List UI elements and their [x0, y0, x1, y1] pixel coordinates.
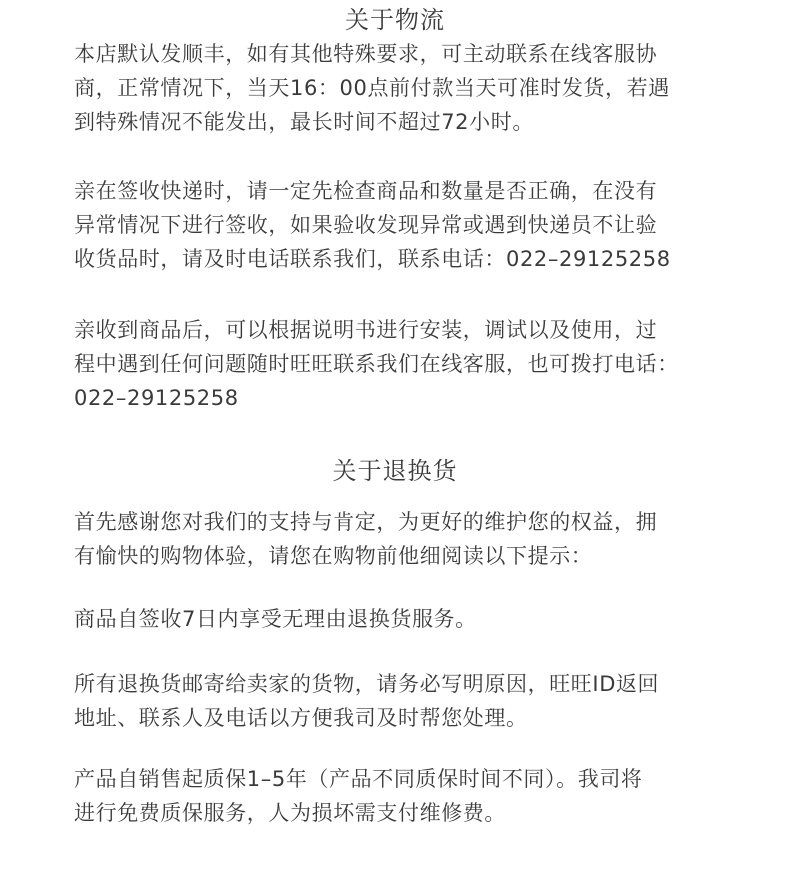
logistics-paragraph-signing — [74, 174, 734, 276]
text-line: 商品自签收7日内享受无理由退换货服务。 — [74, 607, 477, 631]
text-line: 商，正常情况下，当天16：00点前付款当天可准时发货，若遇 — [74, 76, 670, 100]
returns-paragraph-shipping-back — [74, 667, 734, 735]
text-line: 亲收到商品后，可以根据说明书进行安装，调试以及使用，过 — [74, 318, 658, 342]
text-line: 进行免费质保服务，人为损坏需支付维修费。 — [74, 801, 506, 825]
text-line: 到特殊情况不能发出，最长时间不超过72小时。 — [74, 110, 534, 134]
returns-title: 关于退换货 — [332, 457, 458, 485]
text-line: 产品自销售起质保1–5年（产品不同质保时间不同）。我司将 — [74, 767, 643, 791]
text-line: 首先感谢您对我们的支持与肯定，为更好的维护您的权益，拥 — [74, 510, 658, 534]
text-line: 地址、联系人及电话以方便我司及时帮您处理。 — [74, 706, 528, 730]
text-line: 收货品时，请及时电话联系我们，联系电话：022–29125258 — [74, 247, 671, 271]
text-line: 程中遇到任何问题随时旺旺联系我们在线客服，也可拨打电话： — [74, 352, 679, 376]
returns-paragraph-7day — [74, 602, 734, 636]
text-line: 异常情况下进行签收，如果验收发现异常或遇到快递员不让验 — [74, 213, 658, 237]
text-line: 所有退换货邮寄给卖家的货物，请务必写明原因，旺旺ID返回 — [74, 672, 660, 696]
text-line: 本店默认发顺丰，如有其他特殊要求，可主动联系在线客服协 — [74, 42, 658, 66]
text-line: 亲在签收快递时，请一定先检查商品和数量是否正确，在没有 — [74, 179, 658, 203]
logistics-title: 关于物流 — [345, 6, 445, 34]
logistics-paragraph-shipping — [74, 37, 734, 139]
text-line: 022–29125258 — [74, 386, 239, 410]
logistics-paragraph-installation — [74, 313, 734, 415]
returns-paragraph-intro — [74, 505, 734, 573]
returns-paragraph-warranty — [74, 762, 734, 830]
text-line: 有愉快的购物体验，请您在购物前他细阅读以下提示： — [74, 544, 593, 568]
